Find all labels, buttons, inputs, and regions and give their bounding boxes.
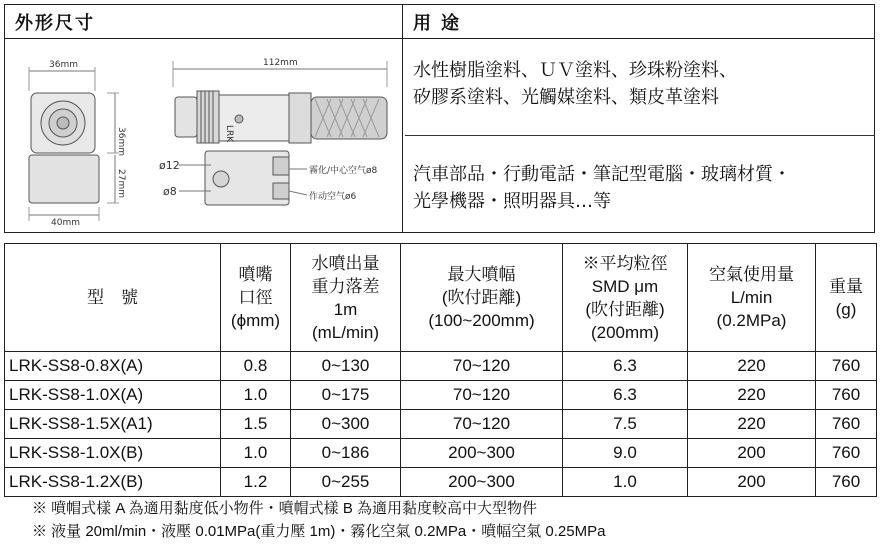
header-line: SMD μm xyxy=(591,276,659,296)
model-cell: LRK-SS8-0.8X(A) xyxy=(5,352,221,381)
table-row xyxy=(5,468,877,497)
header-line: 口徑 xyxy=(238,288,273,307)
weight-cell: 760 xyxy=(816,381,877,410)
header-line: 重力落差 xyxy=(311,276,380,296)
dimensions-title: 外形尺寸 xyxy=(15,13,95,34)
usage-coatings-line: 矽膠系塗料、光觸媒塗料、類皮革塗料 xyxy=(413,87,719,108)
model-cell: LRK-SS8-1.5X(A1) xyxy=(5,410,221,439)
header-line: (mL/min) xyxy=(311,322,380,342)
spray-width-cell: 70~120 xyxy=(401,381,563,410)
usage-applications xyxy=(413,161,791,215)
header-line: (100~200mm) xyxy=(428,311,535,330)
nozzle-cell: 1.5 xyxy=(221,410,291,439)
header-air-consumption xyxy=(688,244,816,352)
nozzle-cell: 1.0 xyxy=(221,381,291,410)
vertical-divider xyxy=(402,5,403,232)
header-model xyxy=(5,244,221,352)
table-row xyxy=(5,439,877,468)
body-mark-label: LRK xyxy=(224,125,234,143)
nozzle-cell: 1.0 xyxy=(221,439,291,468)
header-line: 噴嘴 xyxy=(238,265,273,284)
atomizing-air-label: 霧化/中心空气ø8 xyxy=(309,166,378,176)
header-line: 型 號 xyxy=(87,288,138,307)
air-consumption-cell: 200 xyxy=(688,468,816,497)
header-particle-size xyxy=(563,244,688,352)
header-line: ※平均粒徑 xyxy=(582,253,668,273)
header-line: 1m xyxy=(333,299,358,319)
particle-size-cell: 7.5 xyxy=(563,410,688,439)
header-line: 空氣使用量 xyxy=(709,265,794,284)
water-output-cell: 0~186 xyxy=(291,439,401,468)
spray-width-cell: 70~120 xyxy=(401,352,563,381)
width-36-label: 36mm xyxy=(49,60,78,70)
side-view xyxy=(173,61,387,205)
usage-applications-line: 光學機器・照明器具…等 xyxy=(413,191,611,212)
air-consumption-cell: 200 xyxy=(688,439,816,468)
water-output-cell: 0~300 xyxy=(291,410,401,439)
usage-title: 用途 xyxy=(413,13,469,34)
table-row xyxy=(5,352,877,381)
usage-applications-line: 汽車部品・行動電話・筆記型電腦・玻璃材質・ xyxy=(413,164,791,185)
nozzle-cell: 1.2 xyxy=(221,468,291,497)
header-water-output xyxy=(291,244,401,352)
air-consumption-cell: 220 xyxy=(688,381,816,410)
header-line: 水噴出量 xyxy=(311,253,380,273)
length-112-label: 112mm xyxy=(263,58,298,68)
footnote-test-conditions: ※ 液量 20ml/min・液壓 0.01MPa(重力壓 1m)・霧化空氣 0.2MPa・噴幅空氣 0.25MPa xyxy=(32,523,606,540)
particle-size-cell: 1.0 xyxy=(563,468,688,497)
diameter-8-label: ø8 xyxy=(163,185,177,198)
particle-size-cell: 9.0 xyxy=(563,439,688,468)
table-row xyxy=(5,410,877,439)
weight-cell: 760 xyxy=(816,468,877,497)
usage-coatings xyxy=(413,57,737,111)
water-output-cell: 0~255 xyxy=(291,468,401,497)
water-output-cell: 0~130 xyxy=(291,352,401,381)
weight-cell: 760 xyxy=(816,439,877,468)
particle-size-cell: 6.3 xyxy=(563,352,688,381)
model-cell: LRK-SS8-1.0X(B) xyxy=(5,439,221,468)
front-view xyxy=(29,67,119,221)
header-line: (200mm) xyxy=(590,322,659,342)
particle-size-cell: 6.3 xyxy=(563,381,688,410)
diameter-12-label: ø12 xyxy=(159,159,180,172)
height-27-label: 27mm xyxy=(116,169,126,198)
footnote-cap-types: ※ 噴帽式樣 A 為適用黏度低小物件・噴帽式樣 B 為適用黏度較高中大型物件 xyxy=(32,500,538,517)
usage-coatings-line: 水性樹脂塗料、ＵＶ塗料、珍珠粉塗料、 xyxy=(413,60,737,81)
header-line: (ϕmm) xyxy=(230,311,281,330)
header-line: (吹付距離) xyxy=(441,288,522,307)
width-40-label: 40mm xyxy=(51,218,80,227)
water-output-cell: 0~175 xyxy=(291,381,401,410)
air-consumption-cell: 220 xyxy=(688,352,816,381)
header-line: (吹付距離) xyxy=(585,299,665,319)
spray-width-cell: 200~300 xyxy=(401,439,563,468)
nozzle-cell: 0.8 xyxy=(221,352,291,381)
header-line: 重量 xyxy=(829,276,863,296)
weight-cell: 760 xyxy=(816,410,877,439)
spray-width-cell: 70~120 xyxy=(401,410,563,439)
header-weight xyxy=(816,244,877,352)
header-nozzle-diameter xyxy=(221,244,291,352)
model-cell: LRK-SS8-1.2X(B) xyxy=(5,468,221,497)
air-consumption-cell: 220 xyxy=(688,410,816,439)
weight-cell: 760 xyxy=(816,352,877,381)
header-spray-width xyxy=(401,244,563,352)
height-36-label: 36mm xyxy=(116,127,126,156)
spray-width-cell: 200~300 xyxy=(401,468,563,497)
header-line: L/min xyxy=(730,288,773,307)
top-info-panel xyxy=(4,4,875,233)
header-line: 最大噴幅 xyxy=(447,265,516,284)
operating-air-label: 作动空气ø6 xyxy=(309,192,357,202)
table-row xyxy=(5,381,877,410)
header-line: (0.2MPa) xyxy=(716,311,787,330)
usage-divider xyxy=(405,135,875,136)
model-cell: LRK-SS8-1.0X(A) xyxy=(5,381,221,410)
table-header-row xyxy=(5,244,877,352)
header-line: (g) xyxy=(835,299,857,319)
dimension-drawing xyxy=(15,47,395,227)
spec-table xyxy=(4,243,877,497)
